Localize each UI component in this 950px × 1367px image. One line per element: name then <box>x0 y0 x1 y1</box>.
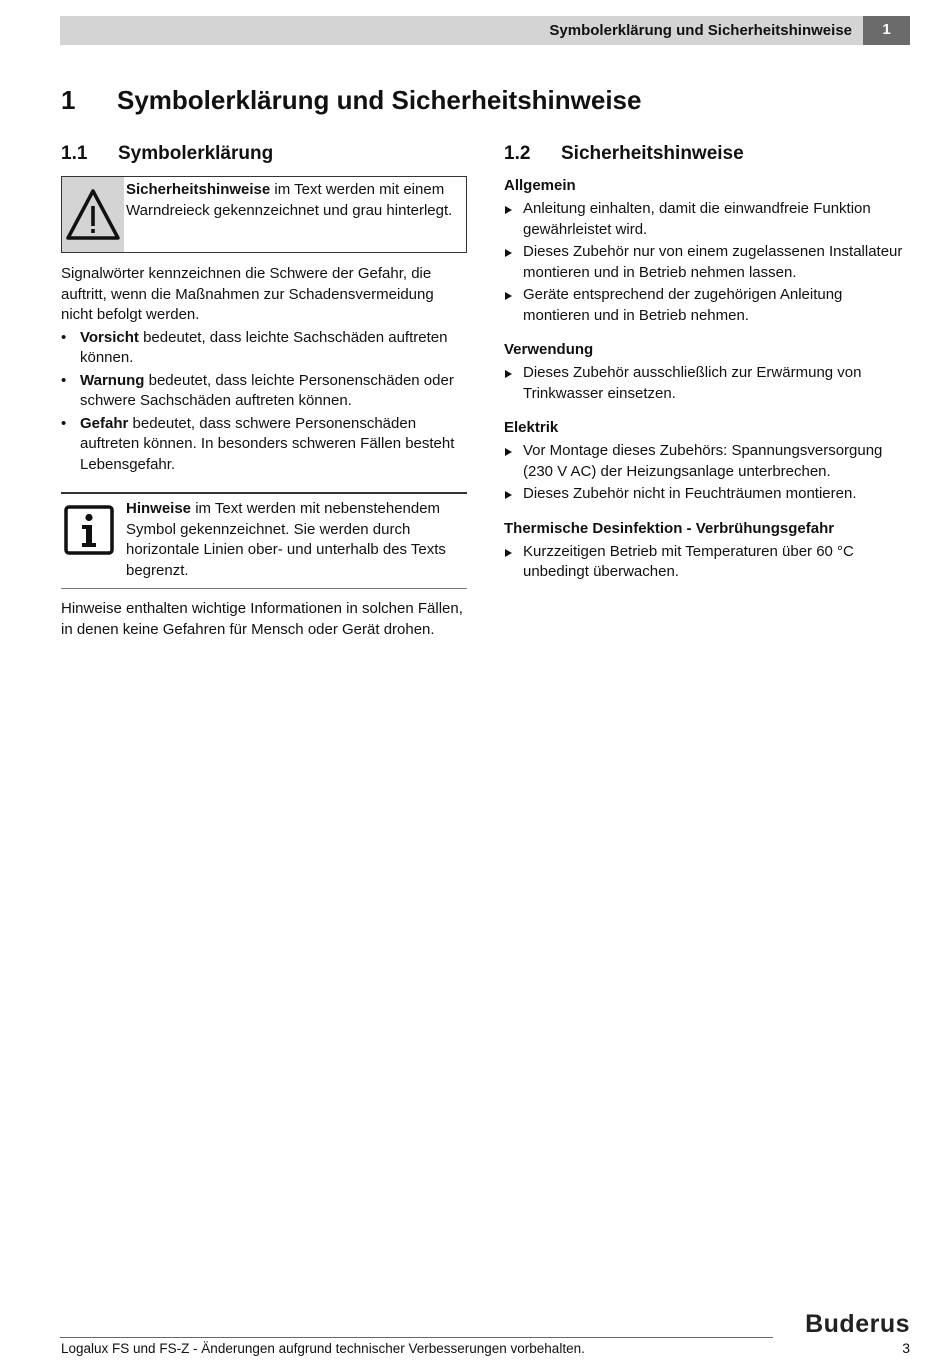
signal-word: Gefahr <box>80 414 129 432</box>
arrow-bullet-icon <box>505 249 512 257</box>
warning-box-body: im Text werden mit einem Warndreieck gekennzeichnet und grau hinterlegt. <box>126 181 453 219</box>
section-number: 1.2 <box>504 143 531 164</box>
warning-box <box>61 176 467 253</box>
signal-word-description: bedeutet, dass schwere Personenschäden auftreten können. In besonders schweren Fällen besteht Lebensgefahr. <box>80 414 455 473</box>
signal-word: Vorsicht <box>80 328 139 346</box>
arrow-bullet-icon <box>505 491 512 499</box>
section-heading-1-2 <box>504 140 910 168</box>
note-box <box>61 492 467 589</box>
signal-word-description: bedeutet, dass leichte Personenschäden oder schwere Sachschäden auftreten können. <box>80 371 454 409</box>
signal-words-intro: Signalwörter kennzeichnen die Schwere der Gefahr, die auftritt, wenn die Maßnahmen zur Schadensvermeidung nicht befolgt werden. <box>61 265 434 323</box>
list-item <box>504 199 910 240</box>
warning-box-bold: Sicherheitshinweise <box>126 181 271 198</box>
list-item <box>504 441 910 482</box>
list-item <box>504 285 910 326</box>
subsection-heading-disinfection: Thermische Desinfektion - Verbrühungsgefahr <box>504 519 835 537</box>
note-paragraph: Hinweise enthalten wichtige Informationen in solchen Fällen, in denen keine Gefahren für Mensch oder Gerät drohen. <box>61 600 463 638</box>
instruction-list-general <box>504 199 910 326</box>
list-item <box>504 363 910 404</box>
arrow-bullet-icon <box>505 370 512 378</box>
section-title: Sicherheitshinweise <box>561 143 744 164</box>
list-item <box>504 542 910 583</box>
footer-divider <box>60 1337 773 1338</box>
instruction-list-usage <box>504 363 910 404</box>
list-item <box>504 484 910 505</box>
info-icon <box>64 505 114 555</box>
list-item: • Warnung bedeutet, dass leichte Personenschäden oder schwere Sachschäden auftreten können. <box>61 371 454 409</box>
instruction-text: Kurzzeitigen Betrieb mit Temperaturen über 60 °C unbedingt überwachen. <box>523 542 854 580</box>
instruction-list-disinfection <box>504 542 910 583</box>
arrow-bullet-icon <box>505 206 512 214</box>
warning-triangle-icon <box>65 188 121 242</box>
signal-word-description: bedeutet, dass leichte Sachschäden auftreten können. <box>80 328 448 366</box>
arrow-bullet-icon <box>505 448 512 456</box>
warning-box-text <box>126 180 458 221</box>
instruction-list-electrical <box>504 441 910 505</box>
subsection-heading-usage: Verwendung <box>504 341 594 358</box>
note-box-body: im Text werden mit nebenstehendem Symbol gekennzeichnet. Sie werden durch horizontale Linien ober- und unterhalb des Texts begrenzt. <box>126 500 446 579</box>
note-box-bold: Hinweise <box>126 500 192 517</box>
brand-logo: Buderus <box>805 1310 910 1338</box>
running-header-title: Symbolerklärung und Sicherheitshinweise <box>549 22 852 39</box>
instruction-text: Vor Montage dieses Zubehörs: Spannungsversorgung (230 V AC) der Heizungsanlage unterbrechen. <box>523 442 883 480</box>
signal-word: Warnung <box>80 371 145 389</box>
list-item: • Gefahr bedeutet, dass schwere Personenschäden auftreten können. In besonders schweren Fällen besteht Lebensgefahr. <box>61 414 455 473</box>
subsection-heading-general: Allgemein <box>504 177 576 194</box>
arrow-bullet-icon <box>505 549 512 557</box>
instruction-text: Dieses Zubehör nur von einem zugelassenen Installateur montieren und in Betrieb nehmen lassen. <box>523 243 903 281</box>
instruction-text: Geräte entsprechend der zugehörigen Anleitung montieren und in Betrieb nehmen. <box>523 286 843 324</box>
instruction-text: Dieses Zubehör ausschließlich zur Erwärmung von Trinkwasser einsetzen. <box>523 364 862 402</box>
section-number: 1.1 <box>61 143 88 164</box>
chapter-title: Symbolerklärung und Sicherheitshinweise <box>117 85 642 115</box>
left-column <box>61 140 467 640</box>
running-header <box>60 16 910 45</box>
footer-text: Logalux FS und FS-Z - Änderungen aufgrund technischer Verbesserungen vorbehalten. <box>61 1341 585 1356</box>
signal-words-list <box>61 328 467 476</box>
instruction-text: Anleitung einhalten, damit die einwandfreie Funktion gewährleistet wird. <box>523 200 871 238</box>
warning-icon-area <box>62 177 124 252</box>
arrow-bullet-icon <box>505 292 512 300</box>
right-column <box>504 140 910 585</box>
list-item <box>504 242 910 283</box>
chapter-tab: 1 <box>863 16 910 45</box>
note-box-text <box>126 499 463 581</box>
list-item: • Vorsicht bedeutet, dass leichte Sachschäden auftreten können. <box>61 328 448 366</box>
subsection-heading-electrical: Elektrik <box>504 419 559 436</box>
instruction-text: Dieses Zubehör nicht in Feuchträumen montieren. <box>523 485 857 502</box>
section-heading-1-1 <box>61 140 467 168</box>
chapter-heading <box>61 85 641 116</box>
page-number: 3 <box>902 1340 910 1356</box>
section-title: Symbolerklärung <box>118 143 274 164</box>
chapter-number: 1 <box>61 85 76 115</box>
